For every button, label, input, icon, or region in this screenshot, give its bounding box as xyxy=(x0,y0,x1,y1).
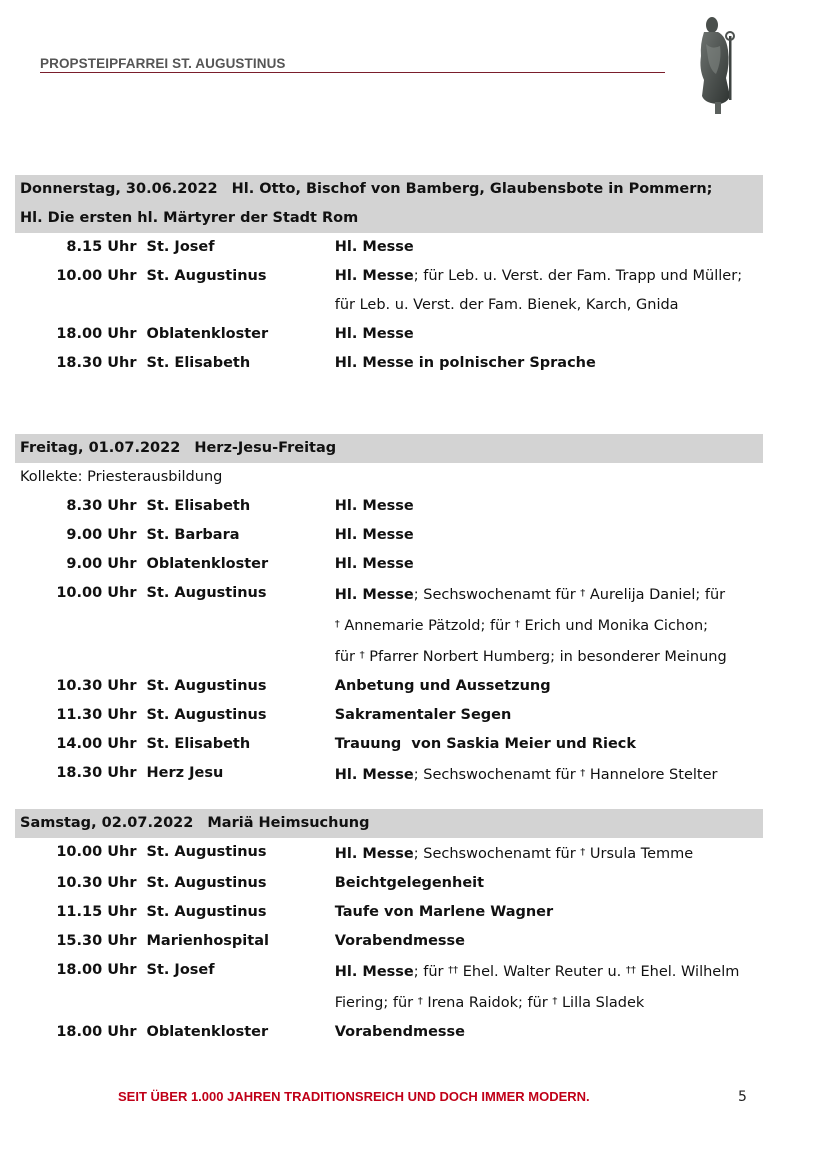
entry-time: 18.30 Uhr xyxy=(56,355,137,371)
entry-title: Hl. Messe xyxy=(334,268,414,284)
schedule-row-continued xyxy=(15,641,763,672)
entry-intention-continued xyxy=(335,641,763,672)
entry-place: St. Augustinus xyxy=(146,585,267,601)
schedule-row xyxy=(15,701,763,730)
entry-description xyxy=(335,927,763,956)
schedule-row xyxy=(15,579,763,610)
entry-title: Taufe von Marlene Wagner xyxy=(334,904,554,920)
entry-intention: Ehel. Walter Reuter u. xyxy=(458,964,626,980)
entry-description xyxy=(335,838,763,869)
entry-description xyxy=(335,320,763,349)
entry-title: Hl. Messe in polnischer Sprache xyxy=(334,355,596,371)
entry-title: Hl. Messe xyxy=(334,498,414,514)
entry-time: 8.30 Uhr xyxy=(66,498,137,514)
schedule-row xyxy=(15,349,763,378)
day-feast: Mariä Heimsuchung xyxy=(207,815,370,831)
day-header xyxy=(15,809,763,838)
entry-time: 11.30 Uhr xyxy=(56,707,137,723)
entry-place: St. Augustinus xyxy=(146,844,267,860)
footer-slogan: SEIT ÜBER 1.000 JAHREN TRADITIONSREICH UND DOCH IMMER MODERN. xyxy=(118,1089,590,1104)
entry-intention: Irena Raidok; für xyxy=(422,995,553,1011)
entry-intention: für xyxy=(334,649,360,665)
entry-description xyxy=(335,730,763,759)
entry-place: St. Augustinus xyxy=(146,678,267,694)
entry-time: 10.00 Uhr xyxy=(56,844,137,860)
day-header xyxy=(15,175,763,233)
entry-description xyxy=(335,521,763,550)
schedule-row xyxy=(15,521,763,550)
entry-intention: ; Sechswochenamt für xyxy=(413,767,581,783)
entry-place: Herz Jesu xyxy=(146,765,224,781)
entry-time: 14.00 Uhr xyxy=(56,736,137,752)
entry-time: 8.15 Uhr xyxy=(66,239,137,255)
day-section-friday xyxy=(15,434,763,790)
entry-description xyxy=(335,1018,763,1047)
entry-time: 18.00 Uhr xyxy=(56,962,137,978)
day-feast-continued: Hl. Die ersten hl. Märtyrer der Stadt Rom xyxy=(20,210,359,226)
entry-intention-continued xyxy=(335,610,763,641)
collection-note: Kollekte: Priesterausbildung xyxy=(20,469,223,485)
entry-title: Vorabendmesse xyxy=(334,933,466,949)
schedule-row xyxy=(15,492,763,521)
entry-time: 10.30 Uhr xyxy=(56,875,137,891)
entry-time: 10.00 Uhr xyxy=(56,268,137,284)
entry-time: 9.00 Uhr xyxy=(66,527,137,543)
entry-place: Oblatenkloster xyxy=(146,1024,269,1040)
entry-title: Beichtgelegenheit xyxy=(334,875,485,891)
schedule-row xyxy=(15,927,763,956)
entry-description xyxy=(335,233,763,262)
entry-place: St. Augustinus xyxy=(146,268,267,284)
schedule-row xyxy=(15,838,763,869)
dagger-symbol: † xyxy=(580,847,586,858)
entry-place: Marienhospital xyxy=(146,933,269,949)
entry-description xyxy=(335,492,763,521)
entry-description xyxy=(335,672,763,701)
entry-intention: Aurelija Daniel; für xyxy=(585,587,726,603)
entry-title: Sakramentaler Segen xyxy=(334,707,512,723)
entry-title: Vorabendmesse xyxy=(334,1024,466,1040)
entry-intention: Hannelore Stelter xyxy=(585,767,718,783)
entry-place: St. Elisabeth xyxy=(146,355,251,371)
double-dagger-symbol: †† xyxy=(625,965,636,976)
entry-time: 10.30 Uhr xyxy=(56,678,137,694)
entry-place: St. Josef xyxy=(146,962,215,978)
day-date: Donnerstag, 30.06.2022 xyxy=(20,181,218,197)
entry-place: St. Augustinus xyxy=(146,707,267,723)
entry-time: 18.30 Uhr xyxy=(56,765,137,781)
entry-description xyxy=(335,550,763,579)
entry-title: Hl. Messe xyxy=(334,239,414,255)
entry-place: St. Augustinus xyxy=(146,904,267,920)
entry-time: 18.00 Uhr xyxy=(56,326,137,342)
day-section-saturday xyxy=(15,809,763,1047)
schedule-row xyxy=(15,759,763,790)
entry-description xyxy=(335,701,763,730)
entry-time: 11.15 Uhr xyxy=(56,904,137,920)
entry-place: Oblatenkloster xyxy=(146,556,269,572)
dagger-symbol: † xyxy=(552,996,558,1007)
entry-intention: Fiering; für xyxy=(334,995,418,1011)
entry-intention: Erich und Monika Cichon; xyxy=(519,618,709,634)
entry-intention: Annemarie Pätzold; für xyxy=(339,618,515,634)
entry-intention: ; Sechswochenamt für xyxy=(413,846,581,862)
day-feast: Hl. Otto, Bischof von Bamberg, Glaubensbote in Pommern; xyxy=(231,181,713,197)
schedule-row-continued xyxy=(15,610,763,641)
dagger-symbol: † xyxy=(580,768,586,779)
entry-place: St. Elisabeth xyxy=(146,736,251,752)
day-date: Samstag, 02.07.2022 xyxy=(20,815,194,831)
parish-title: PROPSTEIPFARREI ST. AUGUSTINUS xyxy=(40,56,286,71)
schedule-row-continued xyxy=(15,291,763,320)
schedule-row xyxy=(15,233,763,262)
schedule-row xyxy=(15,672,763,701)
entry-intention: ; für Leb. u. Verst. der Fam. Trapp und Müller; xyxy=(413,268,743,284)
entry-intention-continued: für Leb. u. Verst. der Fam. Bienek, Karch, Gnida xyxy=(334,297,679,313)
entry-description xyxy=(335,349,763,378)
day-section-thursday xyxy=(15,175,763,378)
entry-title: Hl. Messe xyxy=(334,326,414,342)
entry-time: 18.00 Uhr xyxy=(56,1024,137,1040)
dagger-symbol: † xyxy=(359,650,365,661)
double-dagger-symbol: †† xyxy=(448,965,459,976)
entry-intention-continued xyxy=(335,987,763,1018)
entry-title: Hl. Messe xyxy=(334,527,414,543)
entry-time: 9.00 Uhr xyxy=(66,556,137,572)
entry-title: Hl. Messe xyxy=(334,964,414,980)
entry-description xyxy=(335,956,763,987)
dagger-symbol: † xyxy=(580,588,586,599)
entry-description xyxy=(335,579,763,610)
entry-intention: ; für xyxy=(413,964,449,980)
entry-place: St. Elisabeth xyxy=(146,498,251,514)
entry-title: Hl. Messe xyxy=(334,846,414,862)
entry-intention: Ehel. Wilhelm xyxy=(635,964,740,980)
augustinus-statue-icon xyxy=(690,14,746,116)
page-number: 5 xyxy=(738,1089,747,1105)
entry-description xyxy=(335,898,763,927)
dagger-symbol: † xyxy=(417,996,423,1007)
schedule-row xyxy=(15,956,763,987)
day-header xyxy=(15,434,763,463)
dagger-symbol: † xyxy=(334,619,340,630)
entry-description xyxy=(335,759,763,790)
entry-place: St. Josef xyxy=(146,239,215,255)
schedule-row xyxy=(15,320,763,349)
entry-place: St. Augustinus xyxy=(146,875,267,891)
entry-intention: Ursula Temme xyxy=(585,846,694,862)
entry-title: Trauung von Saskia Meier und Rieck xyxy=(334,736,637,752)
dagger-symbol: † xyxy=(514,619,520,630)
day-feast: Herz-Jesu-Freitag xyxy=(194,440,337,456)
entry-intention: Pfarrer Norbert Humberg; in besonderer Meinung xyxy=(364,649,727,665)
entry-title: Hl. Messe xyxy=(334,556,414,572)
entry-title: Hl. Messe xyxy=(334,767,414,783)
schedule-row xyxy=(15,1018,763,1047)
entry-title: Hl. Messe xyxy=(334,587,414,603)
schedule-row xyxy=(15,730,763,759)
entry-time: 10.00 Uhr xyxy=(56,585,137,601)
schedule-row xyxy=(15,898,763,927)
schedule-row xyxy=(15,550,763,579)
header-divider xyxy=(40,72,665,73)
schedule-row xyxy=(15,869,763,898)
entry-intention: ; Sechswochenamt für xyxy=(413,587,581,603)
entry-intention: Lilla Sladek xyxy=(557,995,645,1011)
entry-time: 15.30 Uhr xyxy=(56,933,137,949)
day-date: Freitag, 01.07.2022 xyxy=(20,440,181,456)
schedule-row xyxy=(15,262,763,291)
entry-place: St. Barbara xyxy=(146,527,240,543)
entry-description xyxy=(335,869,763,898)
schedule-row-continued xyxy=(15,987,763,1018)
entry-description xyxy=(335,262,763,291)
entry-place: Oblatenkloster xyxy=(146,326,269,342)
entry-title: Anbetung und Aussetzung xyxy=(334,678,551,694)
